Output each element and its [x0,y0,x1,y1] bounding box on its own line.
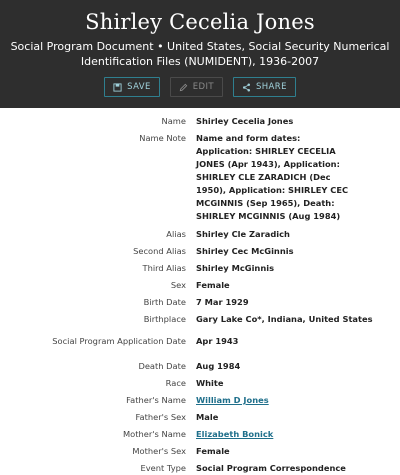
detail-value: 7 Mar 1929 [196,297,249,307]
detail-row-fathers-sex [0,411,400,424]
detail-label: Death Date [138,361,186,371]
pencil-icon [179,83,188,92]
detail-value: Shirley Cec McGinnis [196,246,294,256]
detail-row-fathers-name [0,394,400,407]
detail-value [196,394,354,407]
detail-value: Aug 1984 [196,361,241,371]
detail-label: Mother's Sex [132,446,186,456]
detail-row-birthplace [0,313,400,326]
record-details [0,108,400,475]
detail-value [196,428,354,441]
action-bar [0,77,400,97]
detail-value: Male [196,412,219,422]
detail-row-application-date [0,335,400,348]
share-icon [242,83,251,92]
detail-label: Father's Sex [135,412,186,422]
detail-row-mothers-name [0,428,400,441]
record-header [0,0,400,108]
detail-label: Mother's Name [123,429,186,439]
detail-row-event-type [0,462,400,475]
detail-value: Female [196,446,230,456]
detail-row-sex [0,279,400,292]
detail-value: Social Program Correspondence [196,463,346,473]
detail-row-third-alias [0,262,400,275]
edit-label: EDIT [192,82,214,92]
page-title: Shirley Cecelia Jones [85,10,315,34]
detail-row-death-date [0,360,400,373]
detail-value: Shirley McGinnis [196,263,275,273]
detail-label: Sex [170,280,186,290]
detail-label: Birthplace [143,314,186,324]
detail-value: Gary Lake Co*, Indiana, United States [196,314,373,324]
save-button[interactable] [104,77,160,97]
detail-value: Apr 1943 [196,336,239,346]
save-icon [113,83,122,92]
detail-row-name [0,115,400,128]
detail-value: Shirley Cle Zaradich [196,229,290,239]
edit-button[interactable] [170,77,223,97]
detail-label: Alias [166,229,186,239]
detail-label: Social Program Application Date [52,336,186,346]
detail-value: White [196,378,224,388]
detail-label: Race [165,378,186,388]
detail-label: Name Note [139,133,186,143]
detail-value: Shirley Cecelia Jones [196,116,294,126]
detail-row-birth-date [0,296,400,309]
save-label: SAVE [127,82,151,92]
detail-row-name-note [0,132,400,223]
mothers-name-link[interactable]: Elizabeth Bonick [196,429,274,439]
detail-label: Third Alias [142,263,186,273]
detail-label: Father's Name [126,395,186,405]
share-button[interactable] [233,77,296,97]
record-collection-subtitle: Social Program Document • United States, Social Security Numerical Identification Files (NUMIDENT), 1936-2007 [10,40,390,68]
detail-label: Birth Date [143,297,186,307]
detail-value: Female [196,280,230,290]
fathers-name-link[interactable]: William D Jones [196,395,269,405]
detail-row-mothers-sex [0,445,400,458]
detail-row-race [0,377,400,390]
share-label: SHARE [255,82,287,92]
detail-label: Name [161,116,186,126]
detail-label: Event Type [140,463,186,473]
detail-label: Second Alias [133,246,186,256]
detail-row-alias [0,228,400,241]
detail-value: Name and form dates: Application: SHIRLEY CECELIA JONES (Apr 1943), Application: SHIRLEY CLE ZARADICH (Dec 1950), Application: SHIRLEY CEC MCGINNIS (Sep 1965), Death: SHIRLEY MCGINNIS (Aug 1984) [196,133,349,221]
detail-row-second-alias [0,245,400,258]
